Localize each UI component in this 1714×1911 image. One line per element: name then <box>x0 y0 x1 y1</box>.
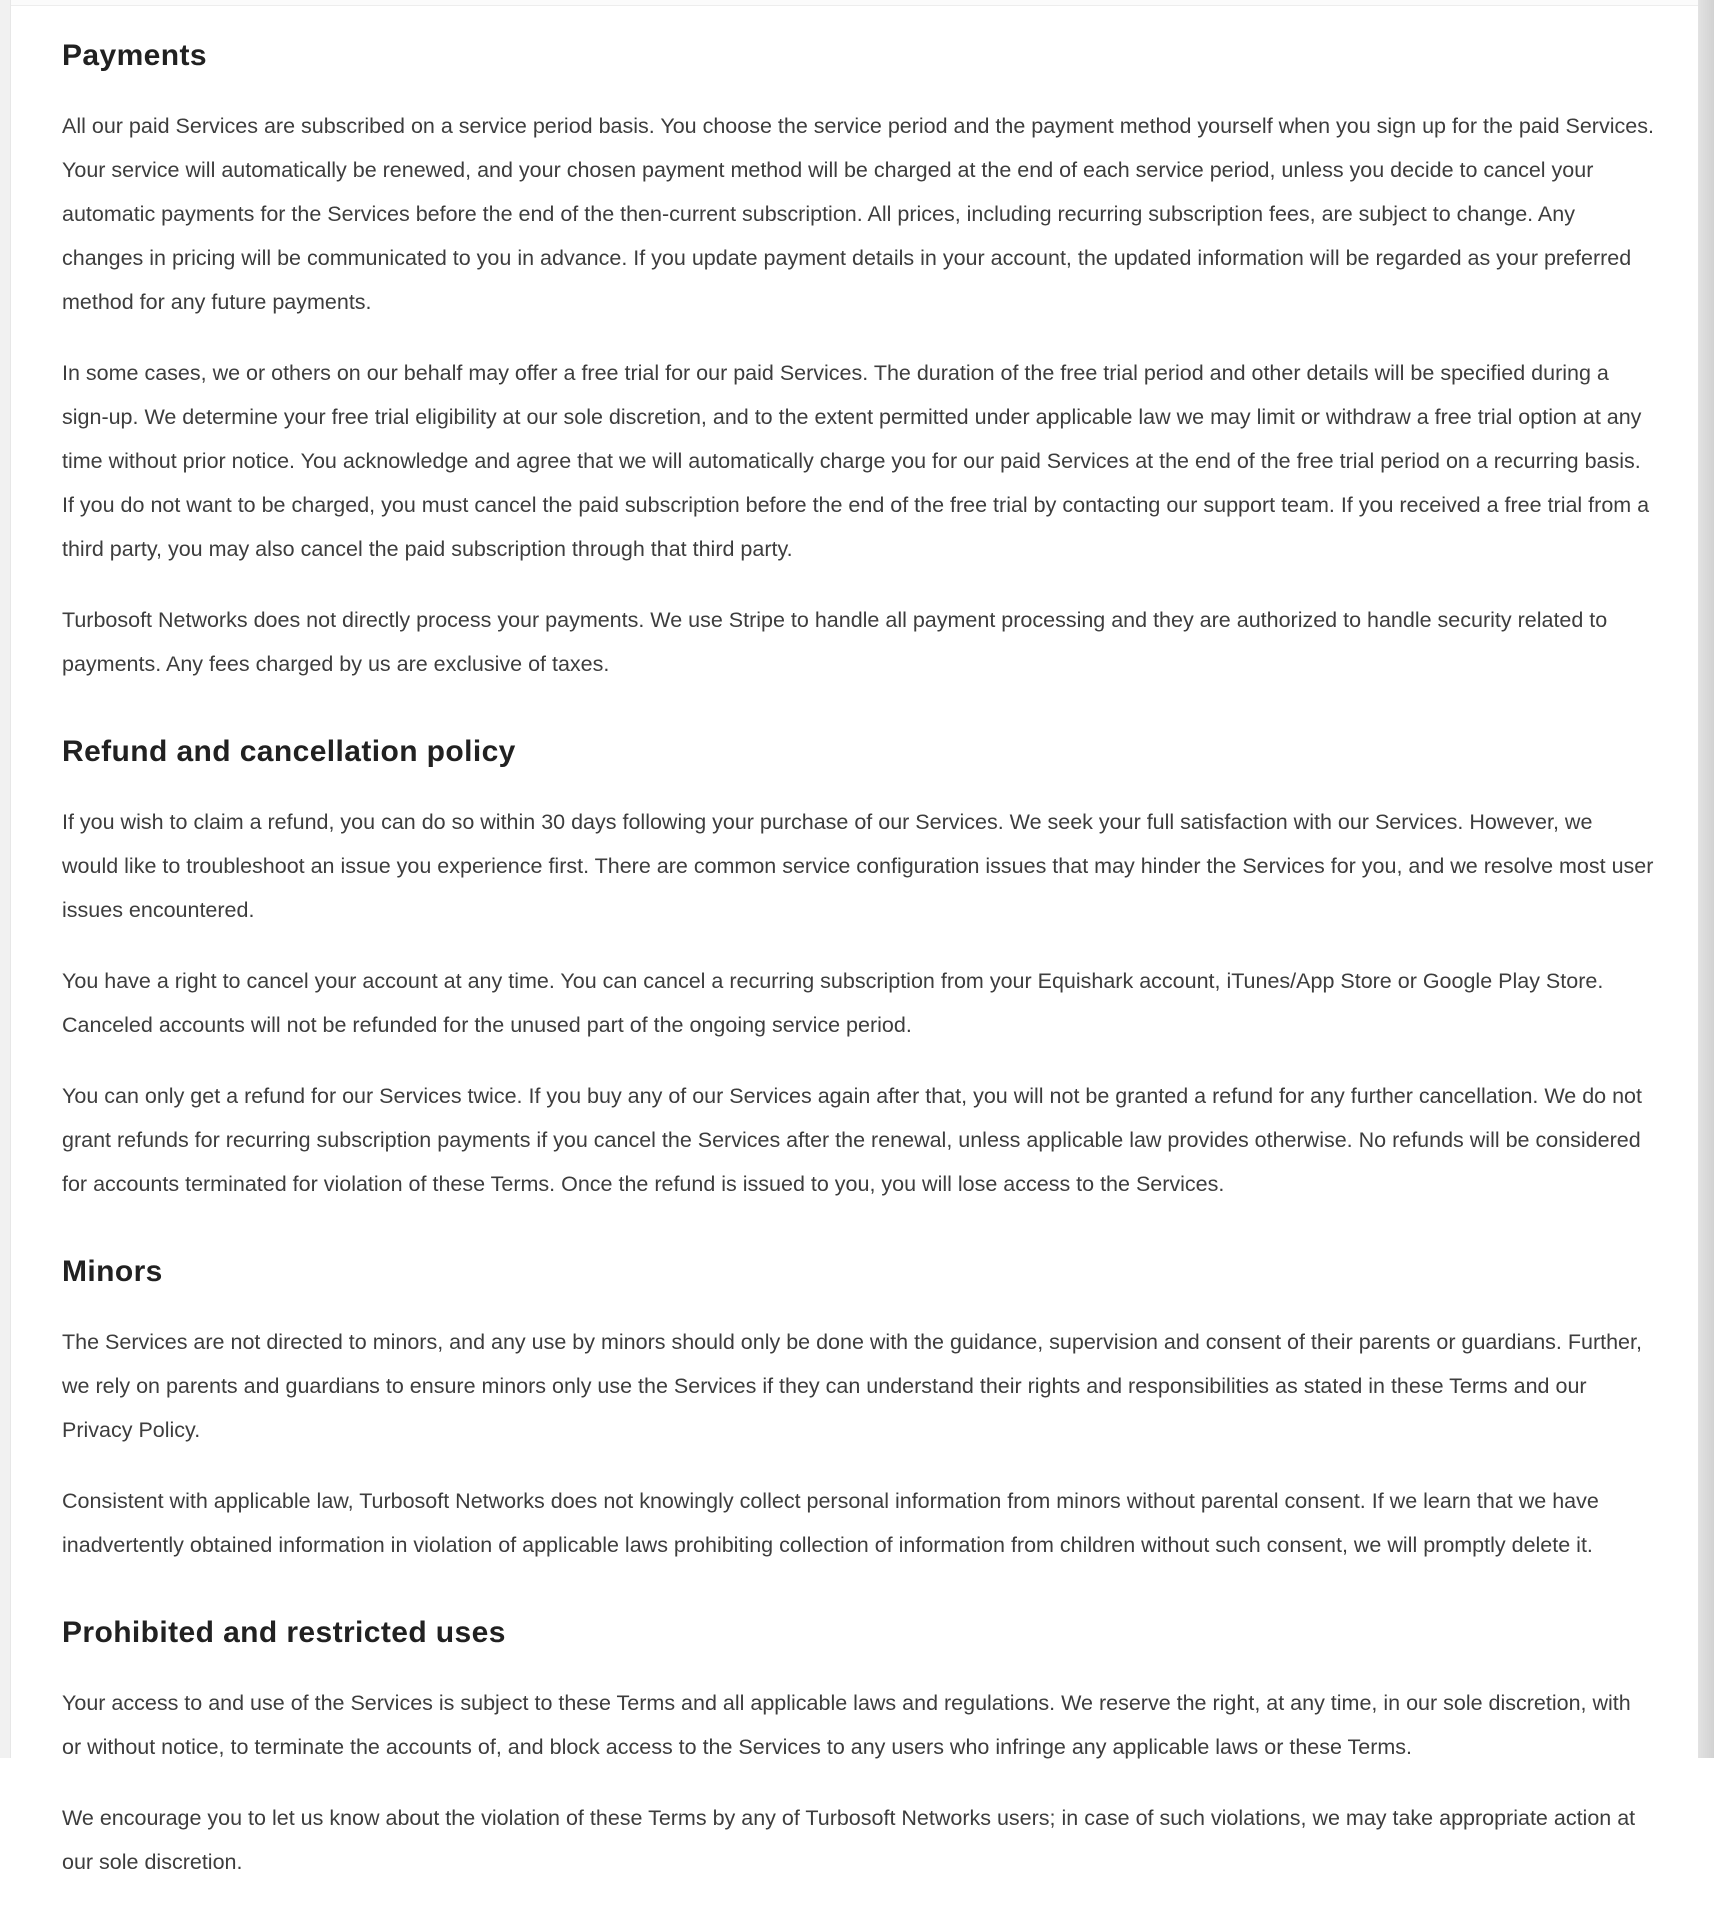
paragraph-minors-2: Consistent with applicable law, Turbosoft Networks does not knowingly collect personal information from minors without parental consent. If we learn that we have inadvertently obtained information in violation of applicable laws prohibiting collection of information from children without such consent, we will promptly delete it. <box>62 1489 1599 1557</box>
paragraph-payments-2: In some cases, we or others on our behalf may offer a free trial for our paid Services. The duration of the free trial period and other details will be specified during a sign-up. We determine your free trial eligibility at our sole discretion, and to the extent permitted under applicable law we may limit or withdraw a free trial option at any time without prior notice. You acknowledge and agree that we will automatically charge you for our paid Services at the end of the free trial period on a recurring basis. If you do not want to be charged, you must cancel the paid subscription before the end of the free trial by contacting our support team. If you received a free trial from a third party, you may also cancel the paid subscription through that third party. <box>62 361 1650 561</box>
section-heading-minors: Minors <box>62 1255 163 1288</box>
paragraph-refund-3: You can only get a refund for our Services twice. If you buy any of our Services again after that, you will not be granted a refund for any further cancellation. We do not grant refunds for recurring subscription payments if you cancel the Services after the renewal, unless applicable law provides otherwise. No refunds will be considered for accounts terminated for violation of these Terms. Once the refund is issued to you, you will lose access to the Services. <box>62 1084 1642 1196</box>
page-left-margin <box>0 0 11 1758</box>
paragraph-payments-1: All our paid Services are subscribed on a service period basis. You choose the service period and the payment method yourself when you sign up for the paid Services. Your service will automatically be renewed, and your chosen payment method will be charged at the end of each service period, unless you decide to cancel your automatic payments for the Services before the end of the then-current subscription. All prices, including recurring subscription fees, are subject to change. Any changes in pricing will be communicated to you in advance. If you update payment details in your account, the updated information will be regarded as your preferred method for any future payments. <box>62 114 1654 314</box>
section-payments <box>62 36 1654 686</box>
paragraph-payments-3: Turbosoft Networks does not directly process your payments. We use Stripe to handle all payment processing and they are authorized to handle security related to payments. Any fees charged by us are exclusive of taxes. <box>62 608 1608 676</box>
paragraph-minors-1: The Services are not directed to minors, and any use by minors should only be done with the guidance, supervision and consent of their parents or guardians. Further, we rely on parents and guardians to ensure minors only use the Services if they can understand their rights and responsibilities as stated in these Terms and our Privacy Policy. <box>62 1330 1642 1442</box>
section-heading-payments: Payments <box>62 39 207 72</box>
paragraph-prohibited-2: We encourage you to let us know about the violation of these Terms by any of Turbosoft Networks users; in case of such violations, we may take appropriate action at our sole discretion. <box>62 1806 1636 1874</box>
vertical-scrollbar[interactable] <box>1698 0 1714 1758</box>
section-heading-refund: Refund and cancellation policy <box>62 735 516 768</box>
paragraph-refund-2: You have a right to cancel your account at any time. You can cancel a recurring subscription from your Equishark account, iTunes/App Store or Google Play Store. Canceled accounts will not be refunded for the unused part of the ongoing service period. <box>62 969 1604 1037</box>
paragraph-prohibited-1: Your access to and use of the Services is subject to these Terms and all applicable laws and regulations. We reserve the right, at any time, in our sole discretion, with or without notice, to terminate the accounts of, and block access to the Services to any users who infringe any applicable laws or these Terms. <box>62 1691 1631 1759</box>
paragraph-refund-1: If you wish to claim a refund, you can do so within 30 days following your purchase of our Services. We seek your full satisfaction with our Services. However, we would like to troubleshoot an issue you experience first. There are common service configuration issues that may hinder the Services for you, and we resolve most user issues encountered. <box>62 810 1654 922</box>
section-refund-and-cancellation <box>62 732 1654 1206</box>
section-heading-prohibited-uses: Prohibited and restricted uses <box>62 1616 506 1649</box>
section-prohibited-uses <box>62 1613 1654 1884</box>
section-minors <box>62 1252 1654 1567</box>
terms-document <box>62 0 1654 1911</box>
